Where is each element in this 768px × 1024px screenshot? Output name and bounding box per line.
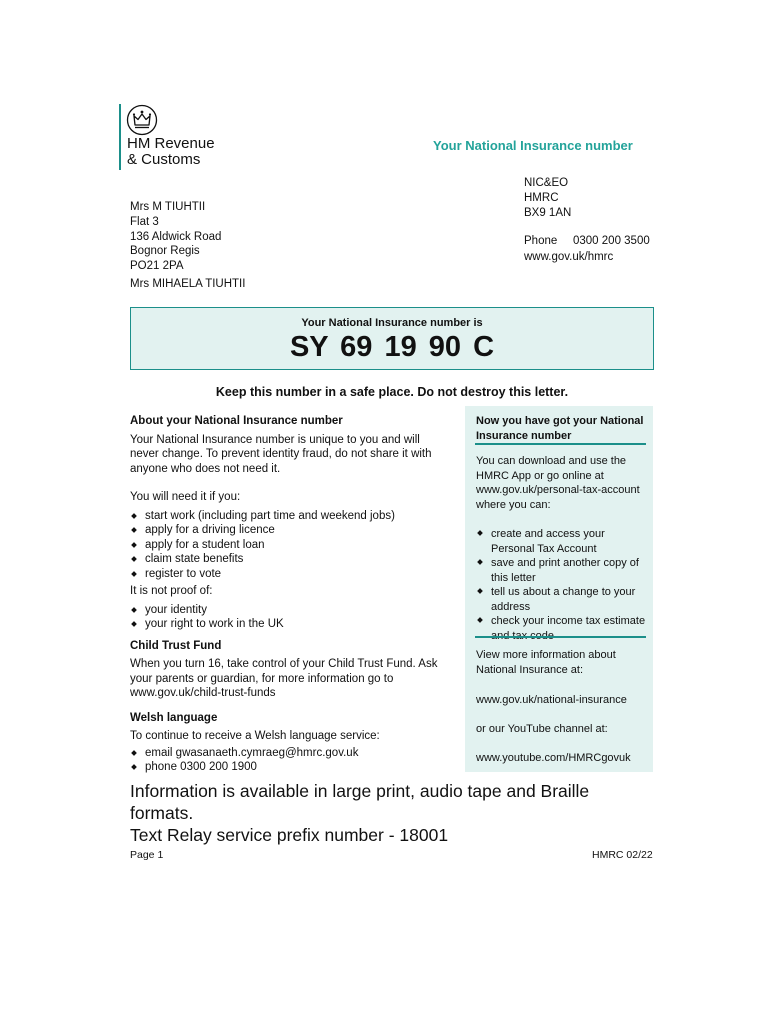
org-line-1: HM Revenue [127, 135, 215, 152]
list-item-text: tell us about a change to your address [491, 586, 636, 613]
accessibility-notice [130, 780, 650, 846]
list-item [130, 603, 450, 618]
list-item-text: email gwasanaeth.cymraeg@hmrc.gov.uk [145, 746, 359, 759]
bullet-icon [131, 621, 137, 627]
royal-crown-icon [126, 104, 158, 136]
list-item-text: save and print another copy of this letter [491, 557, 639, 584]
youtube-intro: or our YouTube channel at: [476, 723, 608, 735]
text-relay-notice: Text Relay service prefix number - 18001 [130, 825, 449, 845]
list-item [476, 585, 646, 614]
list-item [130, 552, 450, 567]
sender-website: www.gov.uk/hmrc [524, 251, 614, 263]
welsh-heading: Welsh language [130, 711, 218, 724]
bullet-icon [131, 750, 137, 756]
recipient-line: Flat 3 [130, 215, 159, 228]
recipient-line: Mrs M TIUHTII [130, 201, 206, 213]
org-line-2: & Customs [127, 151, 201, 168]
logo-divider [119, 104, 121, 170]
phone-label: Phone [524, 235, 558, 247]
bullet-icon [477, 530, 483, 536]
bullet-icon [131, 556, 137, 562]
recipient-full-name: Mrs MIHAELA TIUHTII [130, 278, 246, 290]
hmrc-logo-text [127, 136, 215, 168]
about-heading: About your National Insurance number [130, 415, 343, 427]
sidebar-divider [475, 636, 646, 638]
recipient-line: PO21 2PA [130, 260, 184, 273]
bullet-icon [131, 527, 137, 533]
sidebar-list [476, 527, 646, 643]
list-item [476, 556, 646, 585]
list-item [130, 567, 450, 582]
keep-safe-notice: Keep this number in a safe place. Do not destroy this letter. [215, 385, 569, 399]
bullet-icon [131, 607, 137, 613]
phone-row [524, 233, 650, 249]
contact-details [524, 233, 650, 265]
bullet-icon [131, 571, 137, 577]
phone-number: 0300 200 3500 [573, 235, 650, 247]
bullet-icon [131, 513, 137, 519]
page-number: Page 1 [130, 849, 164, 861]
list-item [130, 538, 450, 553]
ctf-heading: Child Trust Fund [130, 639, 222, 652]
list-item [476, 614, 646, 643]
list-item [130, 746, 450, 761]
list-item-text: phone 0300 200 1900 [145, 761, 257, 773]
list-item [476, 527, 646, 556]
sidebar-more-info: View more information about National Insurance at: [476, 649, 616, 676]
letter-title: Your National Insurance number [433, 138, 633, 153]
not-proof-list [130, 603, 450, 632]
list-item-text: create and access your Personal Tax Account [491, 528, 605, 555]
list-item-text: start work (including part time and weekend jobs) [145, 509, 395, 522]
ni-number-box [130, 307, 654, 370]
ni-number-caption: Your National Insurance number is [301, 317, 483, 329]
form-reference: HMRC 02/22 [592, 849, 653, 861]
ni-info-link[interactable]: www.gov.uk/national-insurance [476, 694, 627, 706]
bullet-icon [131, 542, 137, 548]
list-item [130, 617, 450, 632]
list-item-text: apply for a student loan [145, 538, 265, 551]
left-column [130, 414, 450, 775]
about-text: Your National Insurance number is unique to you and will never change. To prevent identity fraud, do not share it with anyone who does not need it. [130, 433, 432, 475]
list-item [130, 523, 450, 538]
need-list [130, 509, 450, 582]
list-item-text: register to vote [145, 567, 222, 580]
youtube-link[interactable]: www.youtube.com/HMRCgovuk [476, 752, 631, 764]
list-item-text: claim state benefits [145, 553, 244, 565]
sender-line: NIC&EO [524, 177, 569, 189]
list-item-text: check your income tax estimate [491, 615, 646, 627]
bullet-icon [131, 764, 137, 770]
bullet-icon [477, 588, 483, 594]
large-print-notice: Information is available in large print, audio tape and Braille formats. [130, 781, 590, 823]
sender-address [524, 176, 571, 221]
list-item-text: apply for a driving licence [145, 524, 275, 536]
list-item-text: your right to work in the UK [145, 618, 284, 630]
list-item [130, 509, 450, 524]
bullet-icon [477, 559, 483, 565]
recipient-line: 136 Aldwick Road [130, 230, 222, 243]
sidebar-divider [475, 443, 646, 445]
sender-line: HMRC [524, 192, 559, 204]
ctf-text: When you turn 16, take control of your Child Trust Fund. Ask your parents or guardian, for more information go to www.gov.uk/child-trust-funds [130, 658, 438, 699]
ni-number-value: SY 69 19 90 C [289, 331, 495, 363]
sender-line: BX9 1AN [524, 207, 572, 219]
info-sidebar [465, 406, 653, 772]
recipient-address [130, 200, 221, 274]
not-proof-intro: It is not proof of: [130, 585, 213, 597]
list-item-text: your identity [145, 603, 208, 616]
welsh-intro: To continue to receive a Welsh language service: [130, 730, 380, 742]
welsh-list [130, 746, 450, 775]
recipient-line: Bognor Regis [130, 245, 200, 258]
sidebar-heading: Now you have got your National Insurance number [476, 415, 644, 442]
sidebar-app-text: You can download and use the HMRC App or go online at www.gov.uk/personal-tax-account where you can: [476, 455, 640, 511]
need-intro: You will need it if you: [130, 491, 241, 503]
list-item [130, 760, 450, 775]
bullet-icon [477, 617, 483, 623]
